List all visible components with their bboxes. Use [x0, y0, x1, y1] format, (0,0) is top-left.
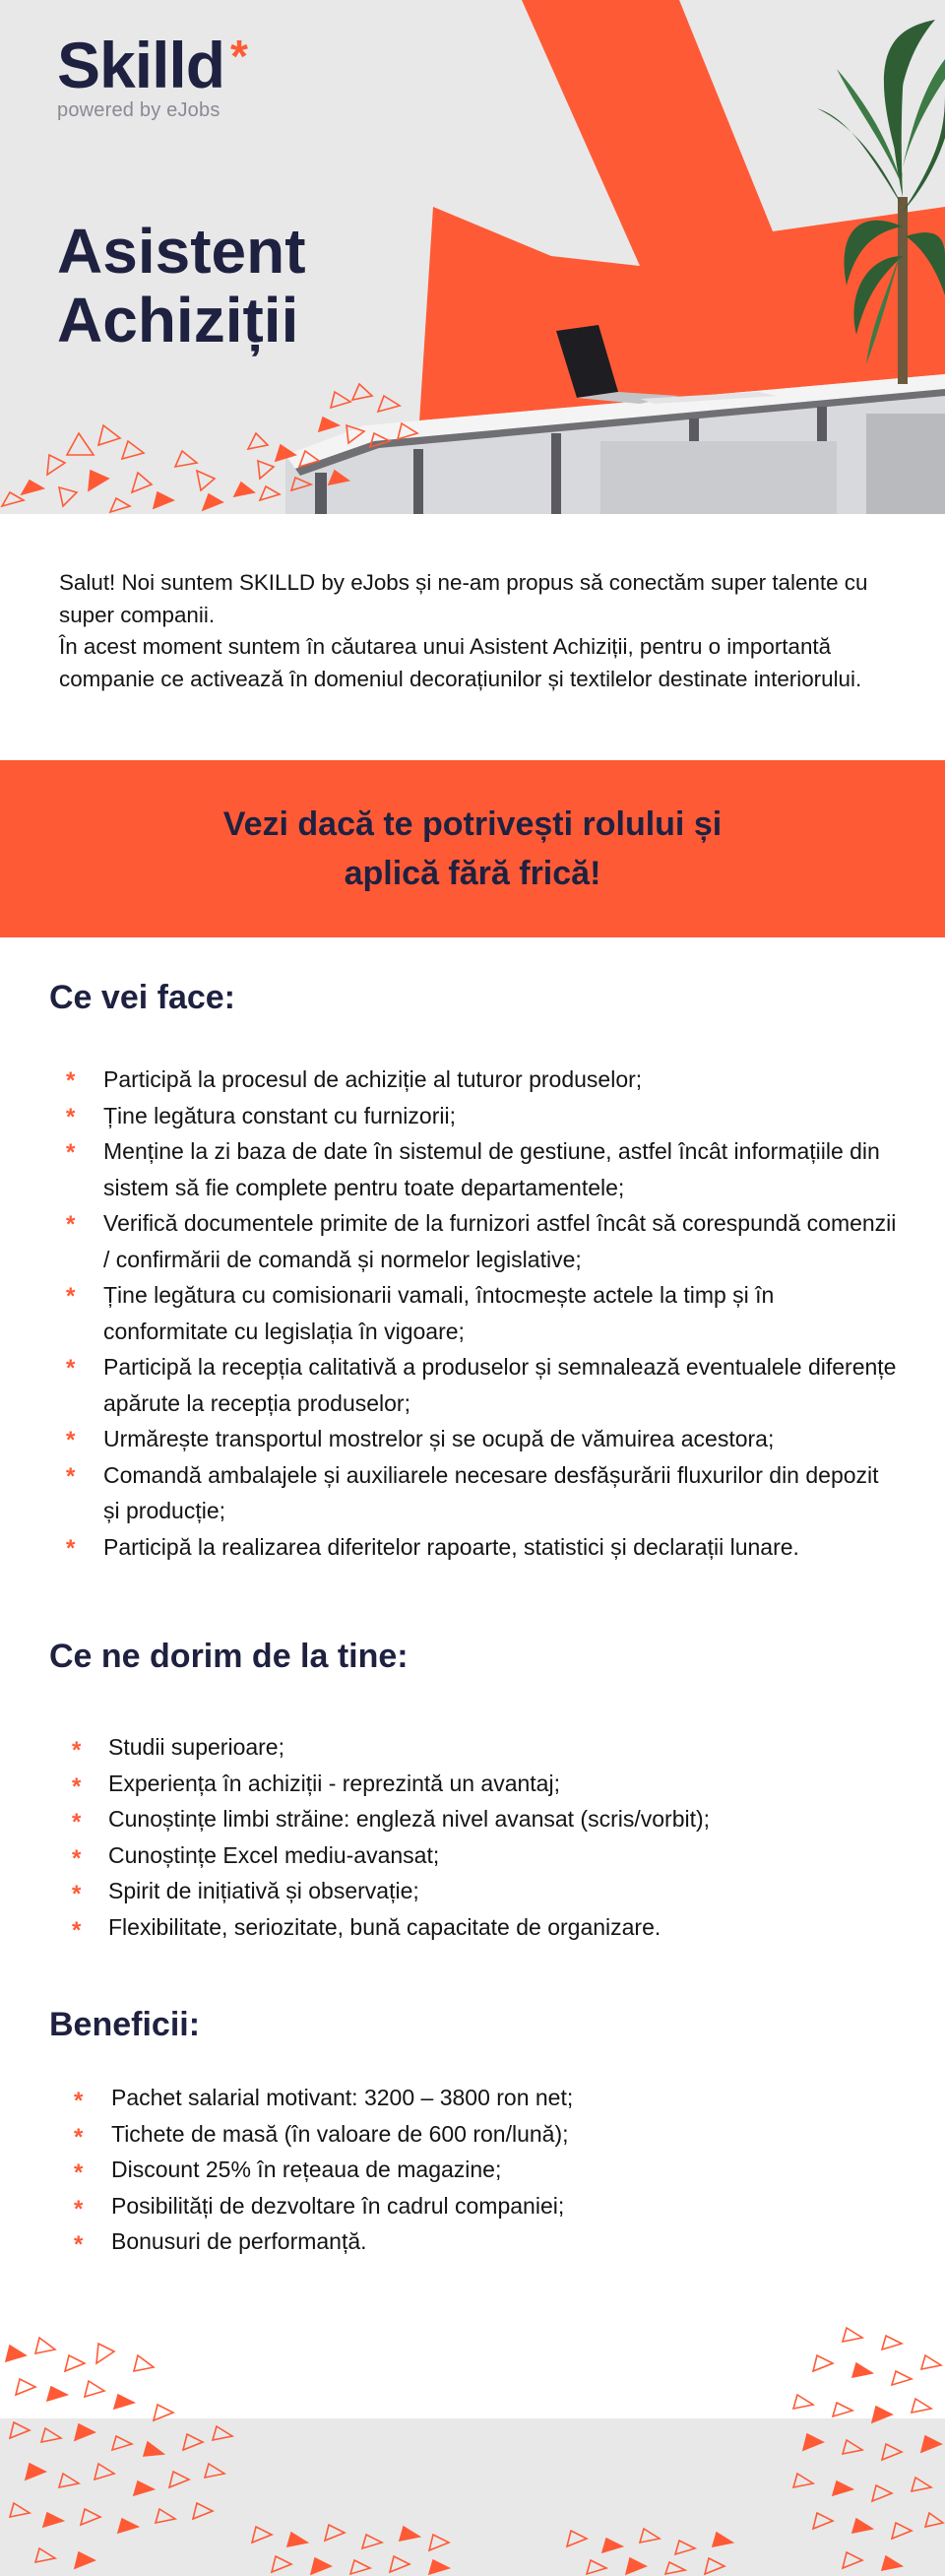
list-item [74, 2223, 879, 2260]
list-item-text: Pachet salarial motivant: 3200 – 3800 ron net; [111, 2085, 574, 2110]
asterisk-bullet-icon: * [66, 1067, 76, 1094]
asterisk-bullet-icon: * [74, 2123, 84, 2151]
asterisk-bullet-icon: * [66, 1283, 76, 1310]
list-item-text: Participă la recepția calitativă a produselor și semnalează eventualele diferențe apărute la recepția produselor; [103, 1354, 897, 1416]
list-item [72, 1801, 876, 1837]
list-item-text: Menține la zi baza de date în sistemul de gestiune, astfel încât informațiile din sistem să fie complete pentru toate departamentele; [103, 1138, 880, 1200]
list-item [74, 2116, 879, 2153]
list-item [66, 1062, 901, 1098]
list-item-text: Cunoștințe limbi străine: engleză nivel avansat (scris/vorbit); [108, 1806, 711, 1832]
asterisk-bullet-icon: * [74, 2231, 84, 2258]
responsibilities-list [66, 1062, 901, 1565]
list-item [74, 2188, 879, 2224]
intro-text [0, 514, 945, 760]
list-item-text: Experiența în achiziții - reprezintă un avantaj; [108, 1770, 560, 1796]
brand-asterisk: * [230, 31, 248, 82]
asterisk-bullet-icon: * [72, 1809, 82, 1835]
asterisk-bullet-icon: * [66, 1103, 76, 1130]
list-item [72, 1729, 876, 1766]
benefits-list [74, 2080, 879, 2260]
list-item-text: Discount 25% în rețeaua de magazine; [111, 2157, 502, 2182]
cta-banner[interactable] [0, 760, 945, 937]
asterisk-bullet-icon: * [66, 1139, 76, 1166]
brand-tagline: powered by eJobs [57, 99, 220, 121]
benefits-title: Beneficii: [49, 2006, 201, 2043]
asterisk-bullet-icon: * [66, 1211, 76, 1238]
job-title: Asistent Achiziții [57, 216, 306, 355]
asterisk-bullet-icon: * [72, 1916, 82, 1944]
list-item-text: Participă la procesul de achiziție al tuturor produselor; [103, 1066, 643, 1092]
list-item [66, 1277, 901, 1349]
list-item [74, 2080, 879, 2116]
asterisk-bullet-icon: * [74, 2159, 84, 2186]
list-item [66, 1349, 901, 1421]
intro-description: În acest moment suntem în căutarea unui Asistent Achiziții, pentru o importantă companie ce activează în domeniul decorațiunilor și textilelor destinate interiorului. [59, 634, 862, 691]
asterisk-bullet-icon: * [74, 2088, 84, 2114]
requirements-title: Ce ne dorim de la tine: [49, 1638, 409, 1675]
brand-name: Skilld [57, 29, 225, 101]
intro-greeting: Salut! Noi suntem SKILLD by eJobs și ne-am propus să conectăm super talente cu super companii. [59, 570, 868, 627]
list-item [66, 1457, 901, 1529]
list-item [66, 1421, 901, 1457]
list-item-text: Participă la realizarea diferitelor rapoarte, statistici și declarații lunare. [103, 1533, 799, 1560]
asterisk-bullet-icon: * [72, 1772, 82, 1800]
list-item-text: Urmărește transportul mostrelor și se ocupă de vămuirea acestora; [103, 1426, 775, 1451]
list-item [72, 1873, 876, 1909]
list-item [74, 2152, 879, 2188]
list-item [66, 1205, 901, 1277]
asterisk-bullet-icon: * [72, 1844, 82, 1872]
footer-decoration [0, 2316, 945, 2576]
asterisk-bullet-icon: * [66, 1462, 76, 1490]
list-item-text: Tichete de masă (în valoare de 600 ron/lună); [111, 2120, 569, 2147]
list-item [72, 1909, 876, 1946]
asterisk-bullet-icon: * [74, 2195, 84, 2222]
list-item-text: Comandă ambalajele și auxiliarele necesare desfășurării fluxurilor din depozit și producție; [103, 1461, 879, 1523]
asterisk-bullet-icon: * [66, 1355, 76, 1382]
list-item-text: Posibilități de dezvoltare în cadrul companiei; [111, 2192, 565, 2219]
asterisk-bullet-icon: * [66, 1534, 76, 1562]
list-item-text: Ține legătura cu comisionarii vamali, întocmește actele la timp și în conformitate cu legislația în vigoare; [103, 1282, 775, 1344]
responsibilities-title: Ce vei face: [49, 979, 235, 1016]
list-item-text: Bonusuri de performanță. [111, 2228, 367, 2254]
list-item [66, 1529, 901, 1566]
footer-artwork [0, 2316, 945, 2576]
list-item-text: Flexibilitate, seriozitate, bună capacitate de organizare. [108, 1913, 662, 1940]
list-item [66, 1098, 901, 1134]
cta-text[interactable]: Vezi dacă te potrivești rolului și aplică fără frică! [222, 805, 723, 892]
asterisk-bullet-icon: * [66, 1427, 76, 1453]
list-item-text: Studii superioare; [108, 1734, 284, 1760]
list-item-text: Spirit de inițiativă și observație; [108, 1878, 419, 1903]
list-item [72, 1837, 876, 1874]
list-item-text: Verifică documentele primite de la furnizori astfel încât să corespundă comenzii / confirmării de comandă și normelor legislative; [103, 1210, 897, 1272]
hero-banner [0, 0, 945, 514]
asterisk-bullet-icon: * [72, 1881, 82, 1907]
list-item-text: Ține legătura constant cu furnizorii; [103, 1102, 456, 1128]
list-item [72, 1766, 876, 1802]
asterisk-bullet-icon: * [72, 1737, 82, 1764]
requirements-list [72, 1729, 876, 1945]
list-item-text: Cunoștințe Excel mediu-avansat; [108, 1841, 440, 1868]
list-item [66, 1133, 901, 1205]
brand-logo[interactable] [57, 29, 248, 122]
